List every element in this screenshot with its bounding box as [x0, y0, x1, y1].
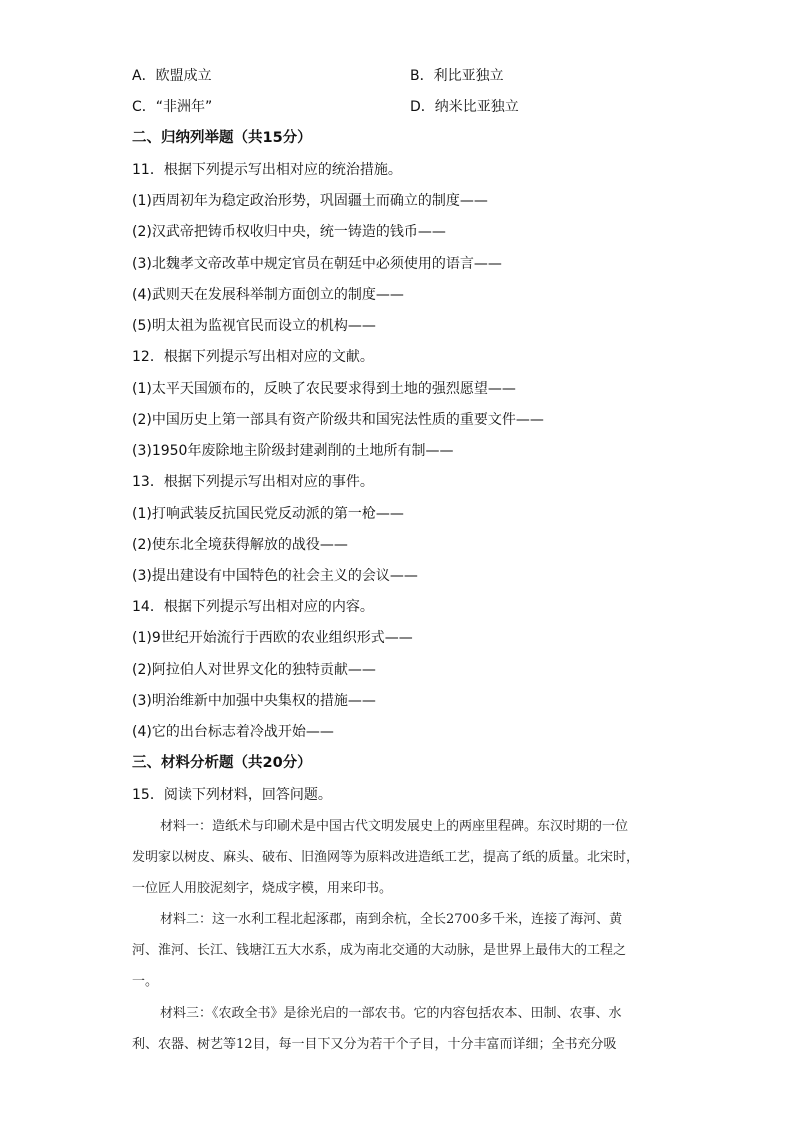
q13-item: (3)提出建设有中国特色的社会主义的会议—— — [132, 568, 418, 584]
material-1-line: 一位匠人用胶泥刻字，烧成字模，用来印书。 — [132, 881, 393, 896]
q15-stem: 15．阅读下列材料，回答问题。 — [132, 787, 332, 803]
material-1-line: 材料一：造纸术与印刷术是中国古代文明发展史上的两座里程碑。东汉时期的一位 — [160, 819, 629, 834]
q11-item: (1)西周初年为稳定政治形势，巩固疆土而确立的制度—— — [132, 193, 488, 209]
section3-title: 三、材料分析题（共20分） — [132, 755, 312, 771]
q13-stem: 13．根据下列提示写出相对应的事件。 — [132, 474, 374, 490]
q14-item: (4)它的出台标志着冷战开始—— — [132, 724, 334, 740]
q12-item: (1)太平天国颁布的，反映了农民要求得到土地的强烈愿望—— — [132, 381, 516, 397]
option-b: B．利比亚独立 — [410, 68, 504, 84]
material-2-line: 河、淮河、长江、钱塘江五大水系，成为南北交通的大动脉，是世界上最伟大的工程之 — [132, 943, 627, 958]
q14-item: (3)明治维新中加强中央集权的措施—— — [132, 693, 376, 709]
q12-item: (3)1950年废除地主阶级封建剥削的土地所有制—— — [132, 443, 454, 459]
q13-item: (1)打响武装反抗国民党反动派的第一枪—— — [132, 506, 404, 522]
q11-item: (3)北魏孝文帝改革中规定官员在朝廷中必须使用的语言—— — [132, 256, 502, 272]
q14-stem: 14．根据下列提示写出相对应的内容。 — [132, 599, 374, 615]
q11-item: (2)汉武帝把铸币权收归中央，统一铸造的钱币—— — [132, 224, 446, 240]
option-a: A．欧盟成立 — [132, 68, 212, 84]
material-2-line: 材料二：这一水利工程北起涿郡，南到余杭，全长2700多千米，连接了海河、黄 — [160, 912, 623, 927]
option-c: C．“非洲年” — [132, 99, 213, 115]
q14-item: (2)阿拉伯人对世界文化的独特贡献—— — [132, 662, 376, 678]
option-d: D．纳米比亚独立 — [410, 99, 519, 115]
material-1-line: 发明家以树皮、麻头、破布、旧渔网等为原料改进造纸工艺，提高了纸的质量。北宋时， — [132, 850, 640, 865]
material-3-line: 利、农器、树艺等12目，每一目下又分为若干个子目，十分丰富而详细；全书充分吸 — [132, 1037, 617, 1052]
q14-item: (1)9世纪开始流行于西欧的农业组织形式—— — [132, 630, 413, 646]
q11-item: (4)武则天在发展科举制方面创立的制度—— — [132, 287, 404, 303]
section2-title: 二、归纳列举题（共15分） — [132, 130, 312, 146]
q13-item: (2)使东北全境获得解放的战役—— — [132, 537, 348, 553]
q11-stem: 11．根据下列提示写出相对应的统治措施。 — [132, 162, 402, 178]
q11-item: (5)明太祖为监视官民而设立的机构—— — [132, 318, 376, 334]
q12-stem: 12．根据下列提示写出相对应的文献。 — [132, 349, 374, 365]
q12-item: (2)中国历史上第一部具有资产阶级共和国宪法性质的重要文件—— — [132, 412, 544, 428]
material-3-line: 材料三：《农政全书》是徐光启的一部农书。它的内容包括农本、田制、农事、水 — [160, 1006, 622, 1021]
material-2-line: 一。 — [132, 974, 159, 989]
